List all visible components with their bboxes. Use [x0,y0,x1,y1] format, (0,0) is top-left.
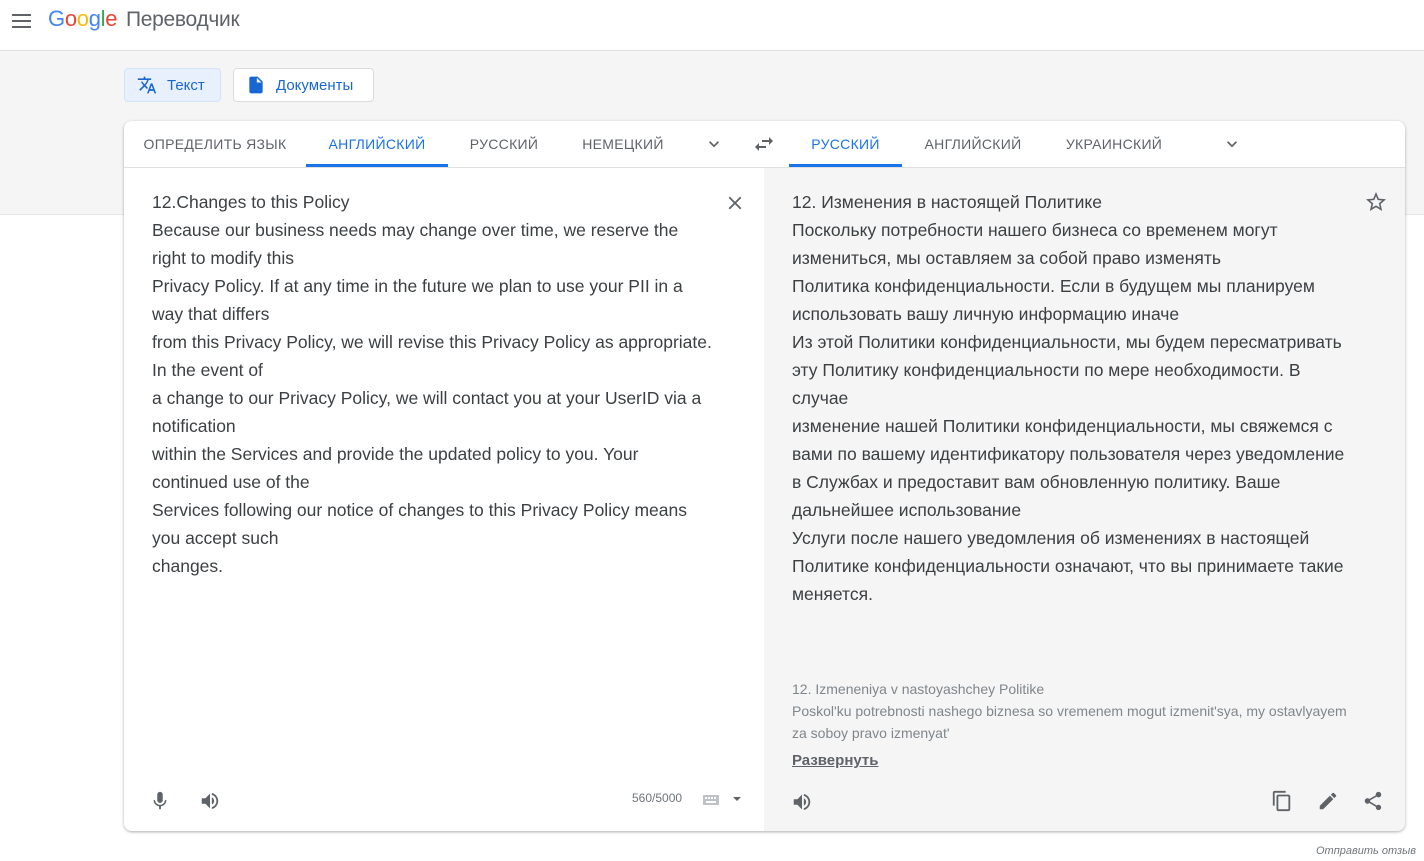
edit-pencil-icon[interactable] [1314,787,1342,815]
tab-source-german[interactable]: НЕМЕЦКИЙ [582,136,664,152]
send-feedback-link[interactable]: Отправить отзыв [1316,845,1416,857]
google-logo[interactable]: Google Переводчик [48,6,240,31]
transliteration: 12. Izmeneniya v nastoyashchey Politike Poskol'ku potrebnosti nashego biznesa so vremenem mogut izmenit'sya, my ostavlyayem za soboy pravo izmenyat' [792,681,1347,741]
translation-output: 12. Изменения в настоящей Политике Поскольку потребности нашего бизнеса со временем могут измениться, мы оставляем за собой право изменять Политика конфиденциальности. Если в будущем мы планируем использовать вашу личную информацию иначе Из этой Политики конфиденциальности, мы будем пересматривать эту Политику конфиденциальности по мере необходимости. В случае изменение нашей Политики конфиденциальности, мы свяжемся с вами по вашему идентификатору пользователя через уведомление в Службах и предоставит вам обновленную политику. Ваше дальнейшее использование Услуги после нашего уведомления об изменениях в настоящей Политике конфиденциальности означают, что вы принимаете такие меняется. [792,192,1345,604]
top-bar [0,0,1424,51]
source-textarea[interactable]: 12.Changes to this Policy Because our business needs may change over time, we reserve the right to modify this Privacy Policy. If at any time in the future we plan to use your PII in a way that differs from this Privacy Policy, we will revise this Privacy Policy as appropriate. In the event of a change to our Privacy Policy, we will contact you at your UserID via a notification within the Services and provide the updated policy to you. Your continued use of the Services following our notice of changes to this Privacy Policy means you accept such changes. [152,192,712,576]
tab-target-ukrainian[interactable]: УКРАИНСКИЙ [1065,136,1163,152]
text-mode-button[interactable] [124,68,221,102]
tab-detect-language[interactable]: ОПРЕДЕЛИТЬ ЯЗЫК [143,136,287,152]
source-speaker-icon[interactable] [196,787,224,815]
tab-target-russian[interactable]: РУССКИЙ [789,121,902,167]
translate-icon [137,75,157,95]
target-more-languages-chevron-icon[interactable] [1222,134,1242,154]
expand-link[interactable]: Развернуть [792,752,879,769]
keyboard-icon[interactable] [702,792,742,808]
documents-mode-label: Документы [276,76,354,94]
document-icon [246,75,266,95]
source-more-languages-chevron-icon[interactable] [704,134,724,154]
translation-card [124,121,1405,831]
tab-target-english[interactable]: АНГЛИЙСКИЙ [924,136,1022,152]
swap-languages-icon[interactable] [752,132,776,156]
copy-icon[interactable] [1268,787,1296,815]
text-mode-label: Текст [167,76,205,94]
star-icon[interactable] [1364,190,1388,214]
hamburger-menu-icon[interactable] [10,9,34,33]
microphone-icon[interactable] [146,787,174,815]
language-bar [124,121,1405,168]
tab-source-russian[interactable]: РУССКИЙ [469,136,539,152]
close-icon[interactable] [724,192,746,214]
source-pane [124,168,764,831]
translation-speaker-icon[interactable] [788,788,816,816]
tab-source-english[interactable]: АНГЛИЙСКИЙ [306,121,448,167]
character-counter: 560/5000 [632,791,683,805]
share-icon[interactable] [1359,787,1387,815]
translation-pane [764,168,1405,831]
product-name: Переводчик [125,8,240,31]
documents-mode-button[interactable] [233,68,374,102]
